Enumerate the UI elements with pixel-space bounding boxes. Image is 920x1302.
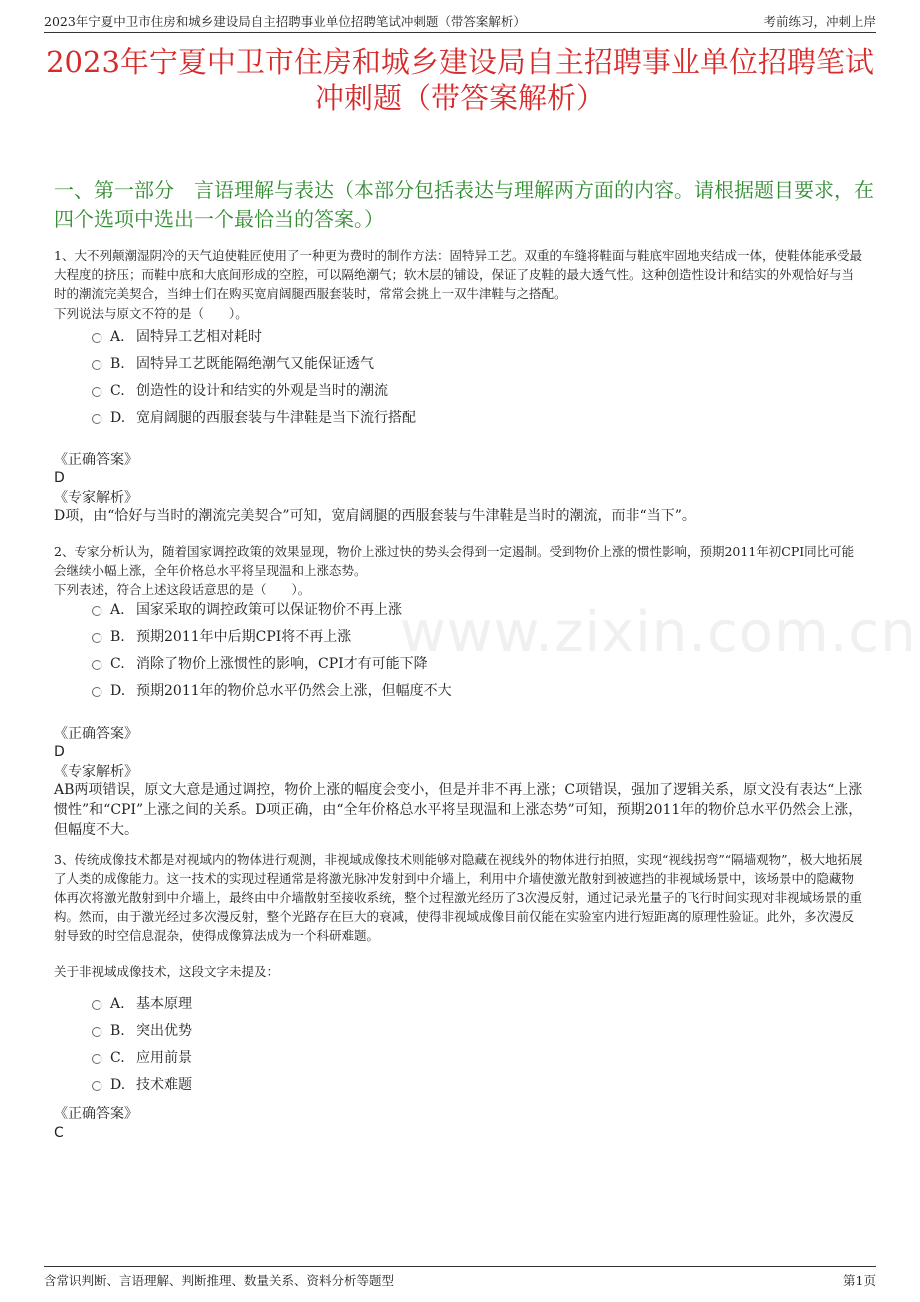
option-letter: D. [110,410,126,426]
analysis-label: 《专家解析》 [54,764,138,780]
radio-icon[interactable] [92,660,102,670]
analysis-label: 《专家解析》 [54,490,138,506]
option-text: 固特异工艺既能隔绝潮气又能保证透气 [136,356,374,372]
option-text: 基本原理 [136,996,192,1012]
radio-icon[interactable] [92,606,102,616]
question-2-option-c[interactable] [92,653,428,675]
option-text: 创造性的设计和结实的外观是当时的潮流 [136,383,388,399]
radio-icon[interactable] [92,360,102,370]
option-letter: B. [110,629,125,645]
option-letter: C. [110,656,125,672]
question-1-option-d[interactable] [92,407,416,429]
question-1-option-b[interactable] [92,353,374,375]
radio-icon[interactable] [92,687,102,697]
radio-icon[interactable] [92,387,102,397]
question-3-option-d[interactable] [92,1074,192,1096]
question-1-option-c[interactable] [92,380,388,402]
radio-icon[interactable] [92,1000,102,1010]
option-text: 宽肩阔腿的西服套装与牛津鞋是当下流行搭配 [136,410,416,426]
page-number: 第1页 [843,1273,876,1288]
question-2-analysis: AB两项错误，原文大意是通过调控，物价上涨的幅度会变小，但是并非不再上涨；C项错误，强加了逻辑关系，原文没有表达“上涨惯性”和“CPI”上涨之间的关系。D项正确，由“全年价格总水平将呈现温和上涨态势”可知，预期2011年的物价总水平仍然会上涨，但幅度不大。 [54,782,863,838]
option-letter: A. [110,996,125,1012]
question-1-prompt: 下列说法与原文不符的是（ ）。 [54,306,248,321]
page-header [44,10,876,33]
radio-icon[interactable] [92,1081,102,1091]
option-letter: B. [110,356,125,372]
question-3-prompt: 关于非视域成像技术，这段文字未提及： [54,964,280,979]
radio-icon[interactable] [92,333,102,343]
header-right-text: 考前练习，冲刺上岸 [763,14,876,29]
option-text: 突出优势 [136,1023,192,1039]
question-2-option-d[interactable] [92,680,452,702]
option-letter: D. [110,683,126,699]
question-3-stem: 3、传统成像技术都是对视域内的物体进行观测，非视域成像技术则能够对隐藏在视线外的物体进行拍照，实现“视线拐弯”“隔墙观物”，极大地拓展了人类的成像能力。这一技术的实现过程通常是将激光脉冲发射到中介墙上，利用中介墙使激光散射到被遮挡的非视域场景中，该场景中的隐藏物体再次将激光散射到中介墙上，最终由中介墙散射至接收系统，整个过程激光经历了3次漫反射，通过记录光量子的飞行时间实现对非视域场景的重构。然而，由于激光经过多次漫反射，整个光路存在巨大的衰减，使得非视域成像目前仅能在实验室内进行短距离的原理性验证。此外，多次漫反射导致的时空信息混杂，使得成像算法成为一个科研难题。 [54,852,863,943]
question-3-answer: C [54,1125,64,1141]
option-letter: A. [110,602,125,618]
answer-label: 《正确答案》 [54,452,138,468]
question-3-option-b[interactable] [92,1020,192,1042]
option-text: 消除了物价上涨惯性的影响，CPI才有可能下降 [136,656,428,672]
question-2-answer: D [54,744,65,760]
answer-label: 《正确答案》 [54,726,138,742]
radio-icon[interactable] [92,633,102,643]
watermark: www.zixin.com.cn [400,600,917,665]
question-2-option-a[interactable] [92,599,402,621]
radio-icon[interactable] [92,1027,102,1037]
answer-label: 《正确答案》 [54,1106,138,1122]
option-text: 国家采取的调控政策可以保证物价不再上涨 [136,602,402,618]
footer-left-text: 含常识判断、言语理解、判断推理、数量关系、资料分析等题型 [44,1273,395,1288]
option-text: 应用前景 [136,1050,192,1066]
question-2-stem: 2、专家分析认为，随着国家调控政策的效果显现，物价上涨过快的势头会得到一定遏制。受到物价上涨的惯性影响，预期2011年初CPI同比可能会继续小幅上涨，全年价格总水平将呈现温和上涨态势。 [54,544,855,578]
option-text: 技术难题 [136,1077,192,1093]
option-text: 预期2011年的物价总水平仍然会上涨，但幅度不大 [136,683,452,699]
radio-icon[interactable] [92,1054,102,1064]
option-letter: A. [110,329,125,345]
option-letter: C. [110,1050,125,1066]
option-text: 预期2011年中后期CPI将不再上涨 [136,629,352,645]
option-text: 固特异工艺相对耗时 [136,329,262,345]
question-2-option-b[interactable] [92,626,351,648]
page-footer [44,1266,876,1291]
option-letter: C. [110,383,125,399]
question-1-stem: 1、大不列颠潮湿阴冷的天气迫使鞋匠使用了一种更为费时的制作方法：固特异工艺。双重的车缝将鞋面与鞋底牢固地夹结成一体，使鞋体能承受最大程度的挤压；而鞋中底和大底间形成的空腔，可以隔绝潮气；软木层的铺设，保证了皮鞋的最大透气性。这种创造性设计和结实的外观恰好与当时的潮流完美契合，当绅士们在购买宽肩阔腿西服套装时，常常会挑上一双牛津鞋与之搭配。 [54,248,862,301]
question-3-option-a[interactable] [92,993,192,1015]
question-1-option-a[interactable] [92,326,262,348]
section-heading: 一、第一部分 言语理解与表达（本部分包括表达与理解两方面的内容。请根据题目要求，在四个选项中选出一个最恰当的答案。） [54,178,874,231]
header-left-text: 2023年宁夏中卫市住房和城乡建设局自主招聘事业单位招聘笔试冲刺题（带答案解析） [44,14,526,29]
document-title: 2023年宁夏中卫市住房和城乡建设局自主招聘事业单位招聘笔试冲刺题（带答案解析） [46,45,874,115]
option-letter: B. [110,1023,125,1039]
radio-icon[interactable] [92,414,102,424]
question-2-prompt: 下列表述，符合上述这段话意思的是（ ）。 [54,582,311,597]
question-1-answer: D [54,470,65,486]
option-letter: D. [110,1077,126,1093]
question-3-option-c[interactable] [92,1047,192,1069]
question-1-analysis: D项，由“恰好与当时的潮流完美契合”可知，宽肩阔腿的西服套装与牛津鞋是当时的潮流，而非“当下”。 [54,508,696,524]
